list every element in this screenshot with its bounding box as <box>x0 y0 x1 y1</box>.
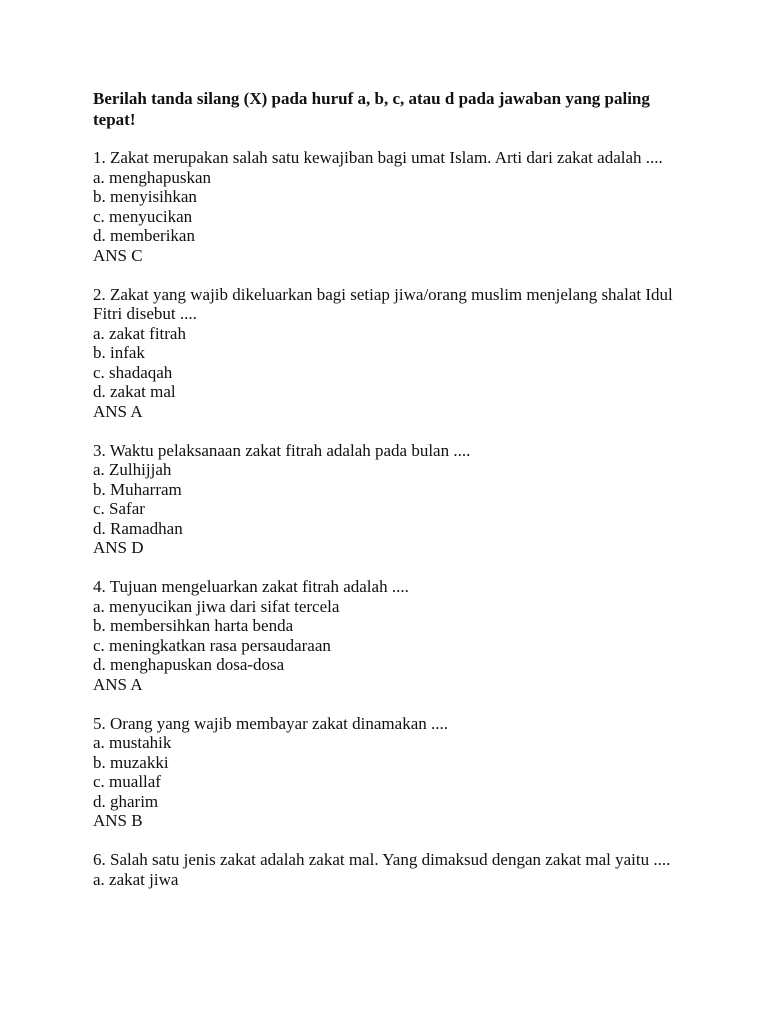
question-6 <box>93 850 693 889</box>
question-text: 3. Waktu pelaksanaan zakat fitrah adalah pada bulan .... <box>93 440 471 460</box>
document-page <box>93 88 693 909</box>
question-4 <box>93 577 693 694</box>
answer-key: ANS C <box>93 245 143 265</box>
question-3 <box>93 441 693 558</box>
question-2 <box>93 285 693 422</box>
option-d: d. Ramadhan <box>93 518 183 538</box>
option-a: a. zakat fitrah <box>93 323 186 343</box>
question-5 <box>93 714 693 831</box>
answer-key: ANS A <box>93 401 143 421</box>
answer-key: ANS A <box>93 674 143 694</box>
option-c: c. muallaf <box>93 772 161 791</box>
option-b: b. Muharram <box>93 479 182 499</box>
question-text: 2. Zakat yang wajib dikeluarkan bagi setiap jiwa/orang muslim menjelang shalat Idul Fitri disebut .... <box>93 284 673 323</box>
option-c: c. menyucikan <box>93 206 193 226</box>
option-d: d. menghapuskan dosa-dosa <box>93 655 285 674</box>
option-c: c. Safar <box>93 499 145 518</box>
option-b: b. membersihkan harta benda <box>93 616 294 635</box>
option-a: a. zakat jiwa <box>93 869 179 889</box>
question-text: 6. Salah satu jenis zakat adalah zakat mal. Yang dimaksud dengan zakat mal yaitu .... <box>93 850 671 869</box>
answer-key: ANS B <box>93 811 143 830</box>
option-c: c. meningkatkan rasa persaudaraan <box>93 635 331 655</box>
question-list <box>93 148 693 889</box>
question-text: 4. Tujuan mengeluarkan zakat fitrah adalah .... <box>93 577 409 596</box>
option-b: b. muzakki <box>93 752 169 772</box>
option-b: b. menyisihkan <box>93 187 197 206</box>
option-d: d. zakat mal <box>93 382 176 401</box>
instruction-text: Berilah tanda silang (X) pada huruf a, b, c, atau d pada jawaban yang paling tepat! <box>93 89 650 129</box>
option-c: c. shadaqah <box>93 362 173 382</box>
option-a: a. Zulhijjah <box>93 460 172 479</box>
answer-key: ANS D <box>93 538 144 557</box>
question-1 <box>93 148 693 265</box>
option-d: d. memberikan <box>93 226 195 245</box>
option-a: a. mustahik <box>93 733 172 752</box>
question-text: 1. Zakat merupakan salah satu kewajiban bagi umat Islam. Arti dari zakat adalah .... <box>93 148 663 167</box>
option-b: b. infak <box>93 343 145 362</box>
question-text: 5. Orang yang wajib membayar zakat dinamakan .... <box>93 713 448 733</box>
option-d: d. gharim <box>93 791 159 811</box>
option-a: a. menghapuskan <box>93 167 212 187</box>
option-a: a. menyucikan jiwa dari sifat tercela <box>93 596 340 616</box>
